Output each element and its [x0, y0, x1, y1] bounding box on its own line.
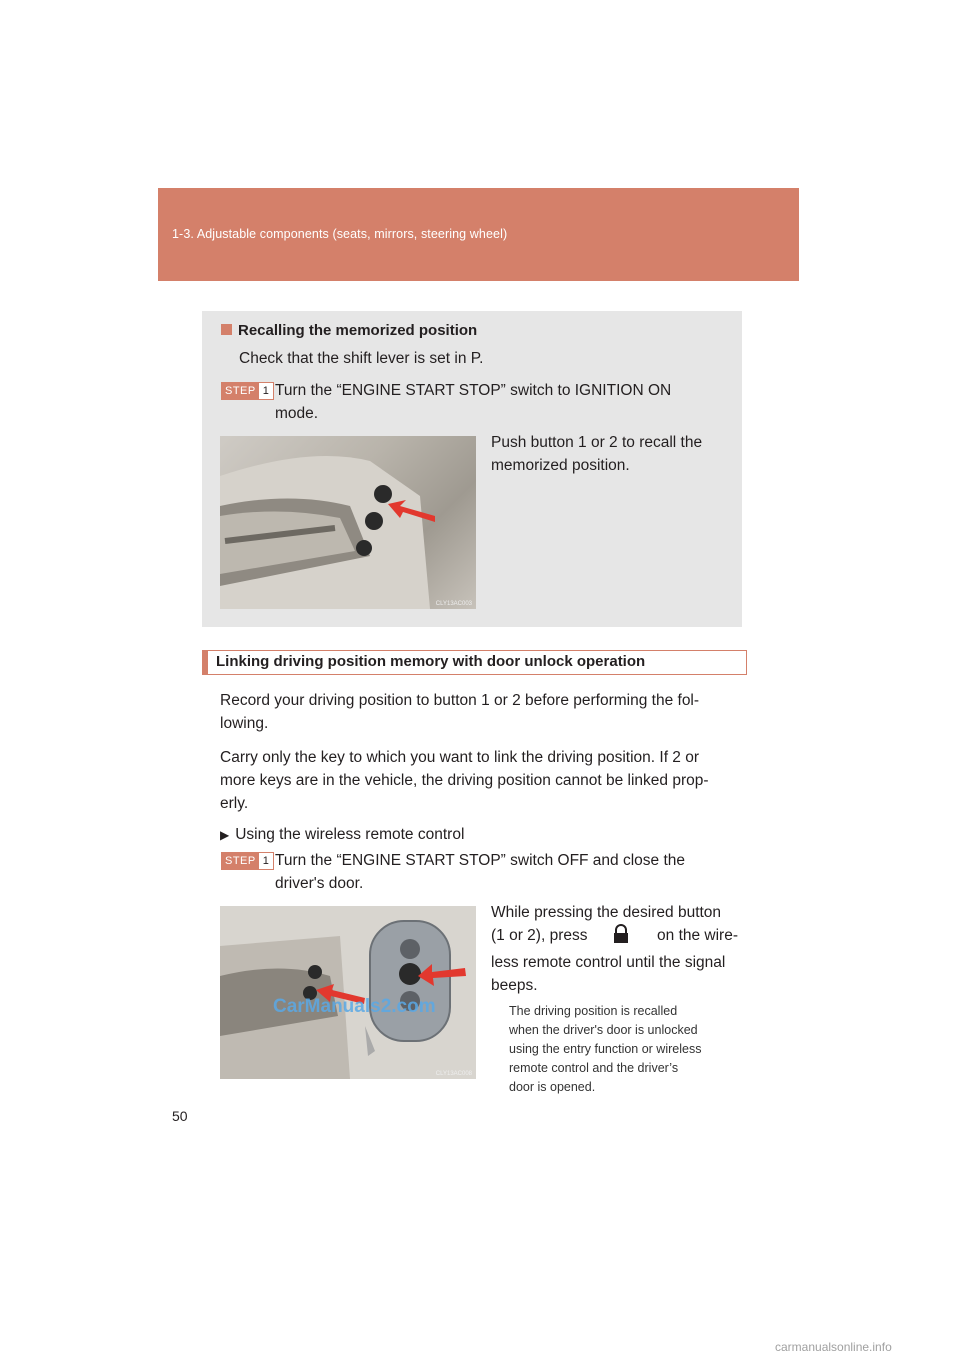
linking-subhead: ▶ Using the wireless remote control	[220, 826, 465, 843]
triangle-bullet-icon: ▶	[220, 828, 230, 842]
door-memory-buttons-photo	[220, 436, 476, 609]
photo-code: CLY13AC008	[435, 1071, 472, 1077]
remote-key-illustration	[220, 906, 476, 1079]
recall-step2-text: Push button 1 or 2 to recall the memorized position.	[491, 434, 703, 474]
linking-note: The driving position is recalled when the driver's door is unlocked using the entry function or wireless remote control and the driver’s door is opened.	[509, 1004, 702, 1094]
linking-para-2: Carry only the key to which you want to link the driving position. If 2 or more keys are in the vehicle, the driving position cannot be linked prop- erly.	[220, 749, 709, 812]
step-badge-link-1: STEP 1	[221, 852, 274, 870]
recall-step1-text: Turn the “ENGINE START STOP” switch to IGNITION ON mode.	[275, 382, 672, 422]
footer-watermark[interactable]: carmanualsonline.info	[775, 1340, 892, 1354]
watermark-text: CarManuals2.com	[273, 996, 436, 1017]
door-panel-illustration	[220, 436, 476, 609]
linking-heading: Linking driving position memory with door unlock operation	[202, 650, 747, 675]
lock-icon	[612, 924, 632, 951]
recall-intro: Check that the shift lever is set in P.	[239, 350, 484, 367]
linking-step2-text: While pressing the desired button (1 or 2), press on the wire- less remote control until the signal beeps.	[491, 904, 738, 994]
remote-key-photo	[220, 906, 476, 1079]
section-title: 1-3. Adjustable components (seats, mirrors, steering wheel)	[172, 227, 508, 241]
linking-para-1: Record your driving position to button 1 or 2 before performing the fol- lowing.	[220, 692, 700, 732]
page-number: 50	[172, 1108, 188, 1124]
square-bullet-icon	[221, 324, 232, 335]
linking-step1-text: Turn the “ENGINE START STOP” switch OFF and close the driver's door.	[275, 852, 686, 892]
recall-title: Recalling the memorized position	[221, 322, 477, 339]
step-badge-1: STEP 1	[221, 382, 274, 400]
photo-code: CLY13AC003	[435, 601, 472, 607]
